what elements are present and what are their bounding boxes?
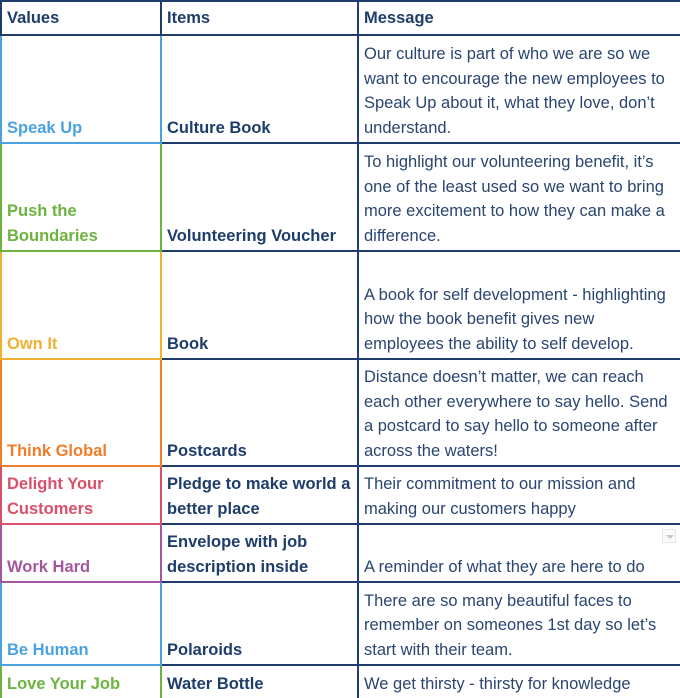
value-cell: Think Global: [1, 359, 161, 466]
table-row: [1, 143, 680, 251]
header-items: Items: [161, 1, 358, 35]
message-cell: [358, 665, 680, 698]
message-text: A reminder of what they are here to do: [364, 557, 645, 576]
message-cell: [358, 359, 680, 466]
value-cell: Push the Boundaries: [1, 143, 161, 251]
message-text: A book for self development - highlighting how the book benefit gives new employees the ability to self develop.: [364, 285, 666, 353]
item-cell: Book: [161, 251, 358, 359]
table-row: [1, 251, 680, 359]
table-row: [1, 665, 680, 698]
chevron-down-icon[interactable]: [662, 529, 676, 543]
message-cell: [358, 466, 680, 524]
header-message: Message: [358, 1, 680, 35]
item-cell: Postcards: [161, 359, 358, 466]
message-cell: [358, 143, 680, 251]
value-cell: Work Hard: [1, 524, 161, 582]
message-text: Distance doesn’t matter, we can reach each other everywhere to say hello. Send a postcard to say hello to someone after across the waters!: [364, 368, 668, 460]
message-cell: [358, 35, 680, 143]
table-row: [1, 35, 680, 143]
table-row: [1, 359, 680, 466]
message-text: Our culture is part of who we are so we want to encourage the new employees to Speak Up about it, what they love, don’t understand.: [364, 45, 665, 137]
item-cell: Volunteering Voucher: [161, 143, 358, 251]
table-row: [1, 582, 680, 665]
item-cell: Envelope with job description inside: [161, 524, 358, 582]
message-text: To highlight our volunteering benefit, it’s one of the least used so we want to bring more excitement to how they can make a difference.: [364, 153, 665, 245]
table-row: [1, 524, 680, 582]
header-values: Values: [1, 1, 161, 35]
item-cell: Polaroids: [161, 582, 358, 665]
message-text: There are so many beautiful faces to remember on someones 1st day so let’s start with their team.: [364, 591, 657, 659]
value-cell: Delight Your Customers: [1, 466, 161, 524]
value-cell: Love Your Job: [1, 665, 161, 698]
message-text: Their commitment to our mission and making our customers happy: [364, 475, 636, 518]
message-cell: [358, 524, 680, 582]
item-cell: Water Bottle: [161, 665, 358, 698]
value-cell: Own It: [1, 251, 161, 359]
item-cell: Culture Book: [161, 35, 358, 143]
value-cell: Be Human: [1, 582, 161, 665]
message-cell: [358, 582, 680, 665]
message-cell: [358, 251, 680, 359]
item-cell: Pledge to make world a better place: [161, 466, 358, 524]
value-cell: Speak Up: [1, 35, 161, 143]
header-row: [1, 1, 680, 35]
table-row: [1, 466, 680, 524]
message-text: We get thirsty - thirsty for knowledge: [364, 674, 631, 693]
